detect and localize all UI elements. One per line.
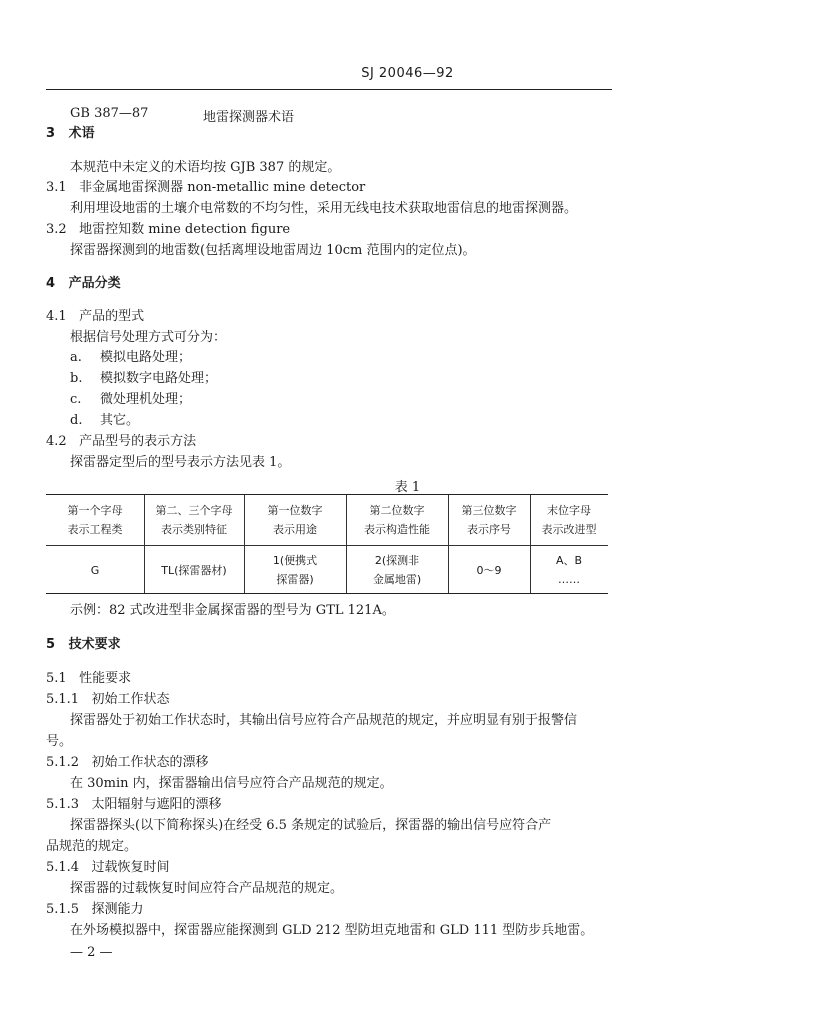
clause-3-2-body: 探雷器探测到的地雷数(包括离埋设地雷周边 10cm 范围内的定位点)。 xyxy=(70,243,476,258)
cell-line: 1(便携式 xyxy=(272,554,318,567)
cell-line: G xyxy=(90,564,100,577)
clause-5-1-heading xyxy=(46,671,131,687)
clause-5-1-3-body: 探雷器探头(以下简称探头)在经受 6.5 条规定的试验后，探雷器的输出信号应符合产 xyxy=(70,818,552,833)
cell-line: 探雷器) xyxy=(276,573,314,586)
table-cell xyxy=(144,561,244,580)
clause-5-1-5-body: 在外场模拟器中，探雷器应能探测到 GLD 212 型防坦克地雷和 GLD 111 型防步兵地雷。 xyxy=(70,923,594,938)
section-title: 术语 xyxy=(68,126,95,141)
clause-5-1-1-body: 探雷器处于初始工作状态时，其输出信号应符合产品规范的规定，并应明显有别于报警信 xyxy=(70,713,578,728)
clause-number: 5.1.5 xyxy=(46,902,80,917)
list-item xyxy=(70,392,191,408)
section-5-heading xyxy=(46,637,121,653)
list-item xyxy=(70,350,191,366)
clause-title: 非金属地雷探测器 non-metallic mine detector xyxy=(79,180,366,195)
clause-5-1-2-body: 在 30min 内，探雷器输出信号应符合产品规范的规定。 xyxy=(70,776,393,791)
clause-3-1-heading xyxy=(46,180,365,196)
table-header-cell xyxy=(244,501,346,539)
section-number: 3 xyxy=(46,126,56,141)
clause-5-1-3-body-continued: 品规范的规定。 xyxy=(46,839,138,854)
cell-line: 0～9 xyxy=(476,564,502,577)
clause-5-1-3-heading xyxy=(46,797,222,813)
header-line: 第一位数字 xyxy=(267,504,323,517)
header-line: 第二位数字 xyxy=(369,504,425,517)
header-line: 表示用途 xyxy=(273,523,317,536)
list-text: 模拟电路处理； xyxy=(100,350,192,365)
clause-number: 5.1.4 xyxy=(46,860,80,875)
list-item xyxy=(70,371,217,387)
reference-code: GB 387—87 xyxy=(70,106,149,121)
list-text: 模拟数字电路处理； xyxy=(100,371,218,386)
table-example: 示例：82 式改进型非金属探雷器的型号为 GTL 121A。 xyxy=(70,603,395,618)
document-number: SJ 20046—92 xyxy=(361,66,454,81)
clause-title: 地雷控知数 mine detection figure xyxy=(79,222,291,237)
cell-line: 2(探测非 xyxy=(374,554,420,567)
clause-4-2-body: 探雷器定型后的型号表示方法见表 1。 xyxy=(70,455,291,470)
section-number: 4 xyxy=(46,276,56,291)
header-line: 表示工程类 xyxy=(67,523,123,536)
clause-5-1-5-heading xyxy=(46,902,144,918)
clause-title: 性能要求 xyxy=(79,671,132,686)
table-caption: 表 1 xyxy=(394,480,421,495)
table-cell xyxy=(346,551,448,589)
clause-5-1-2-heading xyxy=(46,755,209,771)
table-header-cell xyxy=(346,501,448,539)
clause-number: 4.2 xyxy=(46,434,67,449)
clause-5-1-4-body: 探雷器的过载恢复时间应符合产品规范的规定。 xyxy=(70,881,344,896)
header-line: 第三位数字 xyxy=(461,504,517,517)
clause-4-2-heading xyxy=(46,434,196,450)
list-marker: c. xyxy=(70,392,82,407)
table-cell xyxy=(46,561,144,580)
list-text: 微处理机处理； xyxy=(100,392,192,407)
section-3-intro: 本规范中未定义的术语均按 GJB 387 的规定。 xyxy=(70,160,341,175)
table-header-cell xyxy=(144,501,244,539)
clause-number: 3.2 xyxy=(46,222,67,237)
cell-line: 金属地雷) xyxy=(372,573,422,586)
list-marker: d. xyxy=(70,413,83,428)
section-3-heading xyxy=(46,126,95,142)
clause-3-1-body: 利用埋设地雷的土壤介电常数的不均匀性，采用无线电技术获取地雷信息的地雷探测器。 xyxy=(70,201,578,216)
clause-number: 4.1 xyxy=(46,309,67,324)
table-header-cell xyxy=(46,501,144,539)
clause-title: 过载恢复时间 xyxy=(91,860,170,875)
clause-number: 5.1.1 xyxy=(46,692,80,707)
table-header-cell xyxy=(530,501,608,539)
clause-title: 太阳辐射与遮阳的漂移 xyxy=(91,797,222,812)
model-designation-table xyxy=(46,494,608,594)
clause-title: 探测能力 xyxy=(91,902,144,917)
clause-number: 3.1 xyxy=(46,180,67,195)
section-4-heading xyxy=(46,276,121,292)
header-rule xyxy=(46,89,612,90)
clause-4-1-intro: 根据信号处理方式可分为： xyxy=(70,330,227,345)
reference-title: 地雷探测器术语 xyxy=(203,110,295,125)
cell-line: TL(探雷器材) xyxy=(161,564,227,577)
clause-number: 5.1 xyxy=(46,671,67,686)
header-line: 第二、三个字母 xyxy=(155,504,233,517)
table-cell xyxy=(244,551,346,589)
clause-4-1-heading xyxy=(46,309,144,325)
clause-title: 初始工作状态 xyxy=(91,692,170,707)
list-item xyxy=(70,413,139,429)
cell-line: A、B xyxy=(555,554,583,567)
header-line: 表示改进型 xyxy=(541,523,597,536)
list-marker: b. xyxy=(70,371,83,386)
header-line: 表示类别特征 xyxy=(161,523,227,536)
clause-title: 产品的型式 xyxy=(79,309,145,324)
clause-3-2-heading xyxy=(46,222,290,238)
cell-line: …… xyxy=(558,573,580,586)
table-cell xyxy=(448,561,530,580)
clause-5-1-1-heading xyxy=(46,692,170,708)
list-marker: a. xyxy=(70,350,82,365)
clause-5-1-4-heading xyxy=(46,860,170,876)
list-text: 其它。 xyxy=(100,413,140,428)
header-line: 第一个字母 xyxy=(67,504,123,517)
table-header-cell xyxy=(448,501,530,539)
clause-number: 5.1.2 xyxy=(46,755,80,770)
section-title: 产品分类 xyxy=(68,276,121,291)
table-cell xyxy=(530,551,608,589)
header-line: 表示序号 xyxy=(467,523,511,536)
clause-title: 产品型号的表示方法 xyxy=(79,434,197,449)
clause-5-1-1-body-continued: 号。 xyxy=(46,734,73,749)
page-number: — 2 — xyxy=(70,945,113,960)
clause-number: 5.1.3 xyxy=(46,797,80,812)
section-number: 5 xyxy=(46,637,56,652)
section-title: 技术要求 xyxy=(68,637,121,652)
header-line: 表示构造性能 xyxy=(364,523,430,536)
header-line: 末位字母 xyxy=(547,504,591,517)
clause-title: 初始工作状态的漂移 xyxy=(91,755,209,770)
